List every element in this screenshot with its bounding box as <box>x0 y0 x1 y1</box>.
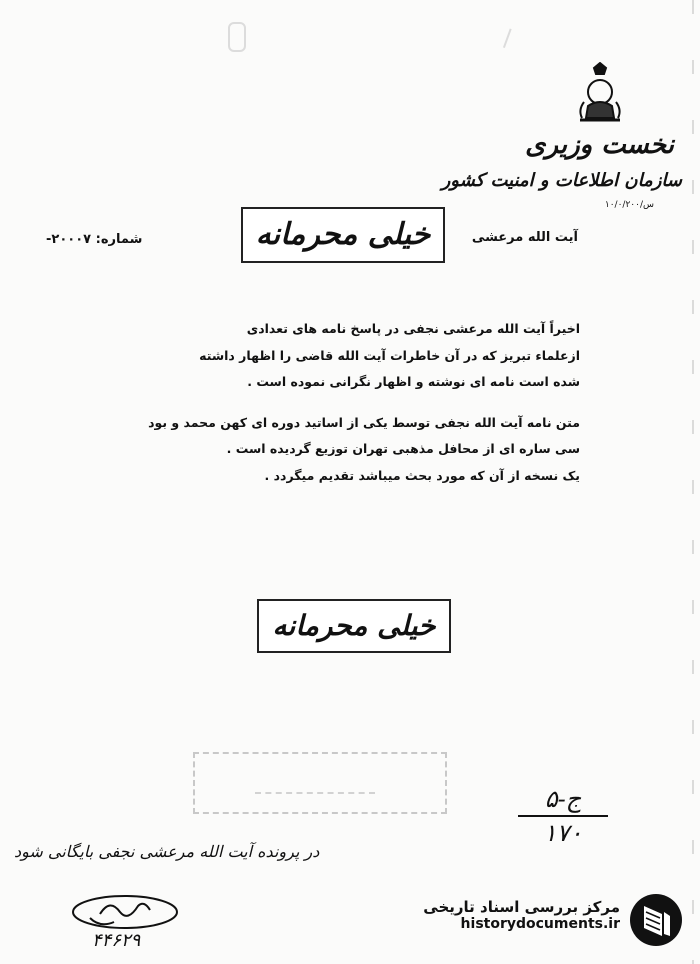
scan-edge-marks <box>692 0 694 964</box>
watermark-url: historydocuments.ir <box>460 916 620 932</box>
body-line: اخیراً آیت الله مرعشی نجفی در پاسخ نامه های تعدادی <box>246 321 580 336</box>
watermark-name: مرکز بررسی اسناد تاریخی <box>423 898 620 916</box>
body-line: ازعلماء تبریز که در آن خاطرات آیت الله قاضی را اظهار داشته <box>199 347 580 363</box>
letterhead-organization: سازمان اطلاعات و امنیت کشور <box>441 170 682 191</box>
faint-stamp-box <box>193 752 447 814</box>
scan-mark <box>228 22 246 52</box>
reference-number: شماره: ۲۰۰۰۷- <box>46 232 143 247</box>
body-line: متن نامه آیت الله نجفی توسط یکی از اساتید دوره ای کهن محمد و بود <box>148 414 580 430</box>
classification-stamp-bottom: خیلی محرمانه <box>257 599 451 653</box>
classification-stamp-top: خیلی محرمانه <box>241 207 445 263</box>
file-code-line2: ۱۷۰ <box>518 815 608 847</box>
body-line: یک نسخه از آن که مورد بحث میباشد تقدیم میگردد . <box>264 467 580 483</box>
body-line: سی ساره ای از محافل مذهبی تهران توزیع گردیده است . <box>226 441 580 456</box>
letterhead-reference: س/۱۰/۰/۲۰۰ <box>604 200 654 210</box>
letter-body <box>60 316 580 489</box>
body-line: شده است نامه ای نوشته و اظهار نگرانی نموده است . <box>247 374 580 389</box>
subject-line: آیت الله مرعشی <box>471 230 578 245</box>
file-code-line1: ۵-ج <box>544 785 582 813</box>
handwritten-note: در پرونده آیت الله مرعشی نجفی بایگانی شود <box>14 842 320 861</box>
scan-mark <box>503 29 521 52</box>
file-code <box>518 785 608 847</box>
archive-logo-icon <box>628 892 684 948</box>
archive-watermark <box>400 890 690 950</box>
lion-and-sun-emblem-icon <box>570 62 630 128</box>
signature-number: ۴۴۶۲۹ <box>92 930 141 951</box>
handwritten-signature <box>70 888 180 936</box>
letterhead-title: نخست وزیری <box>525 130 674 160</box>
